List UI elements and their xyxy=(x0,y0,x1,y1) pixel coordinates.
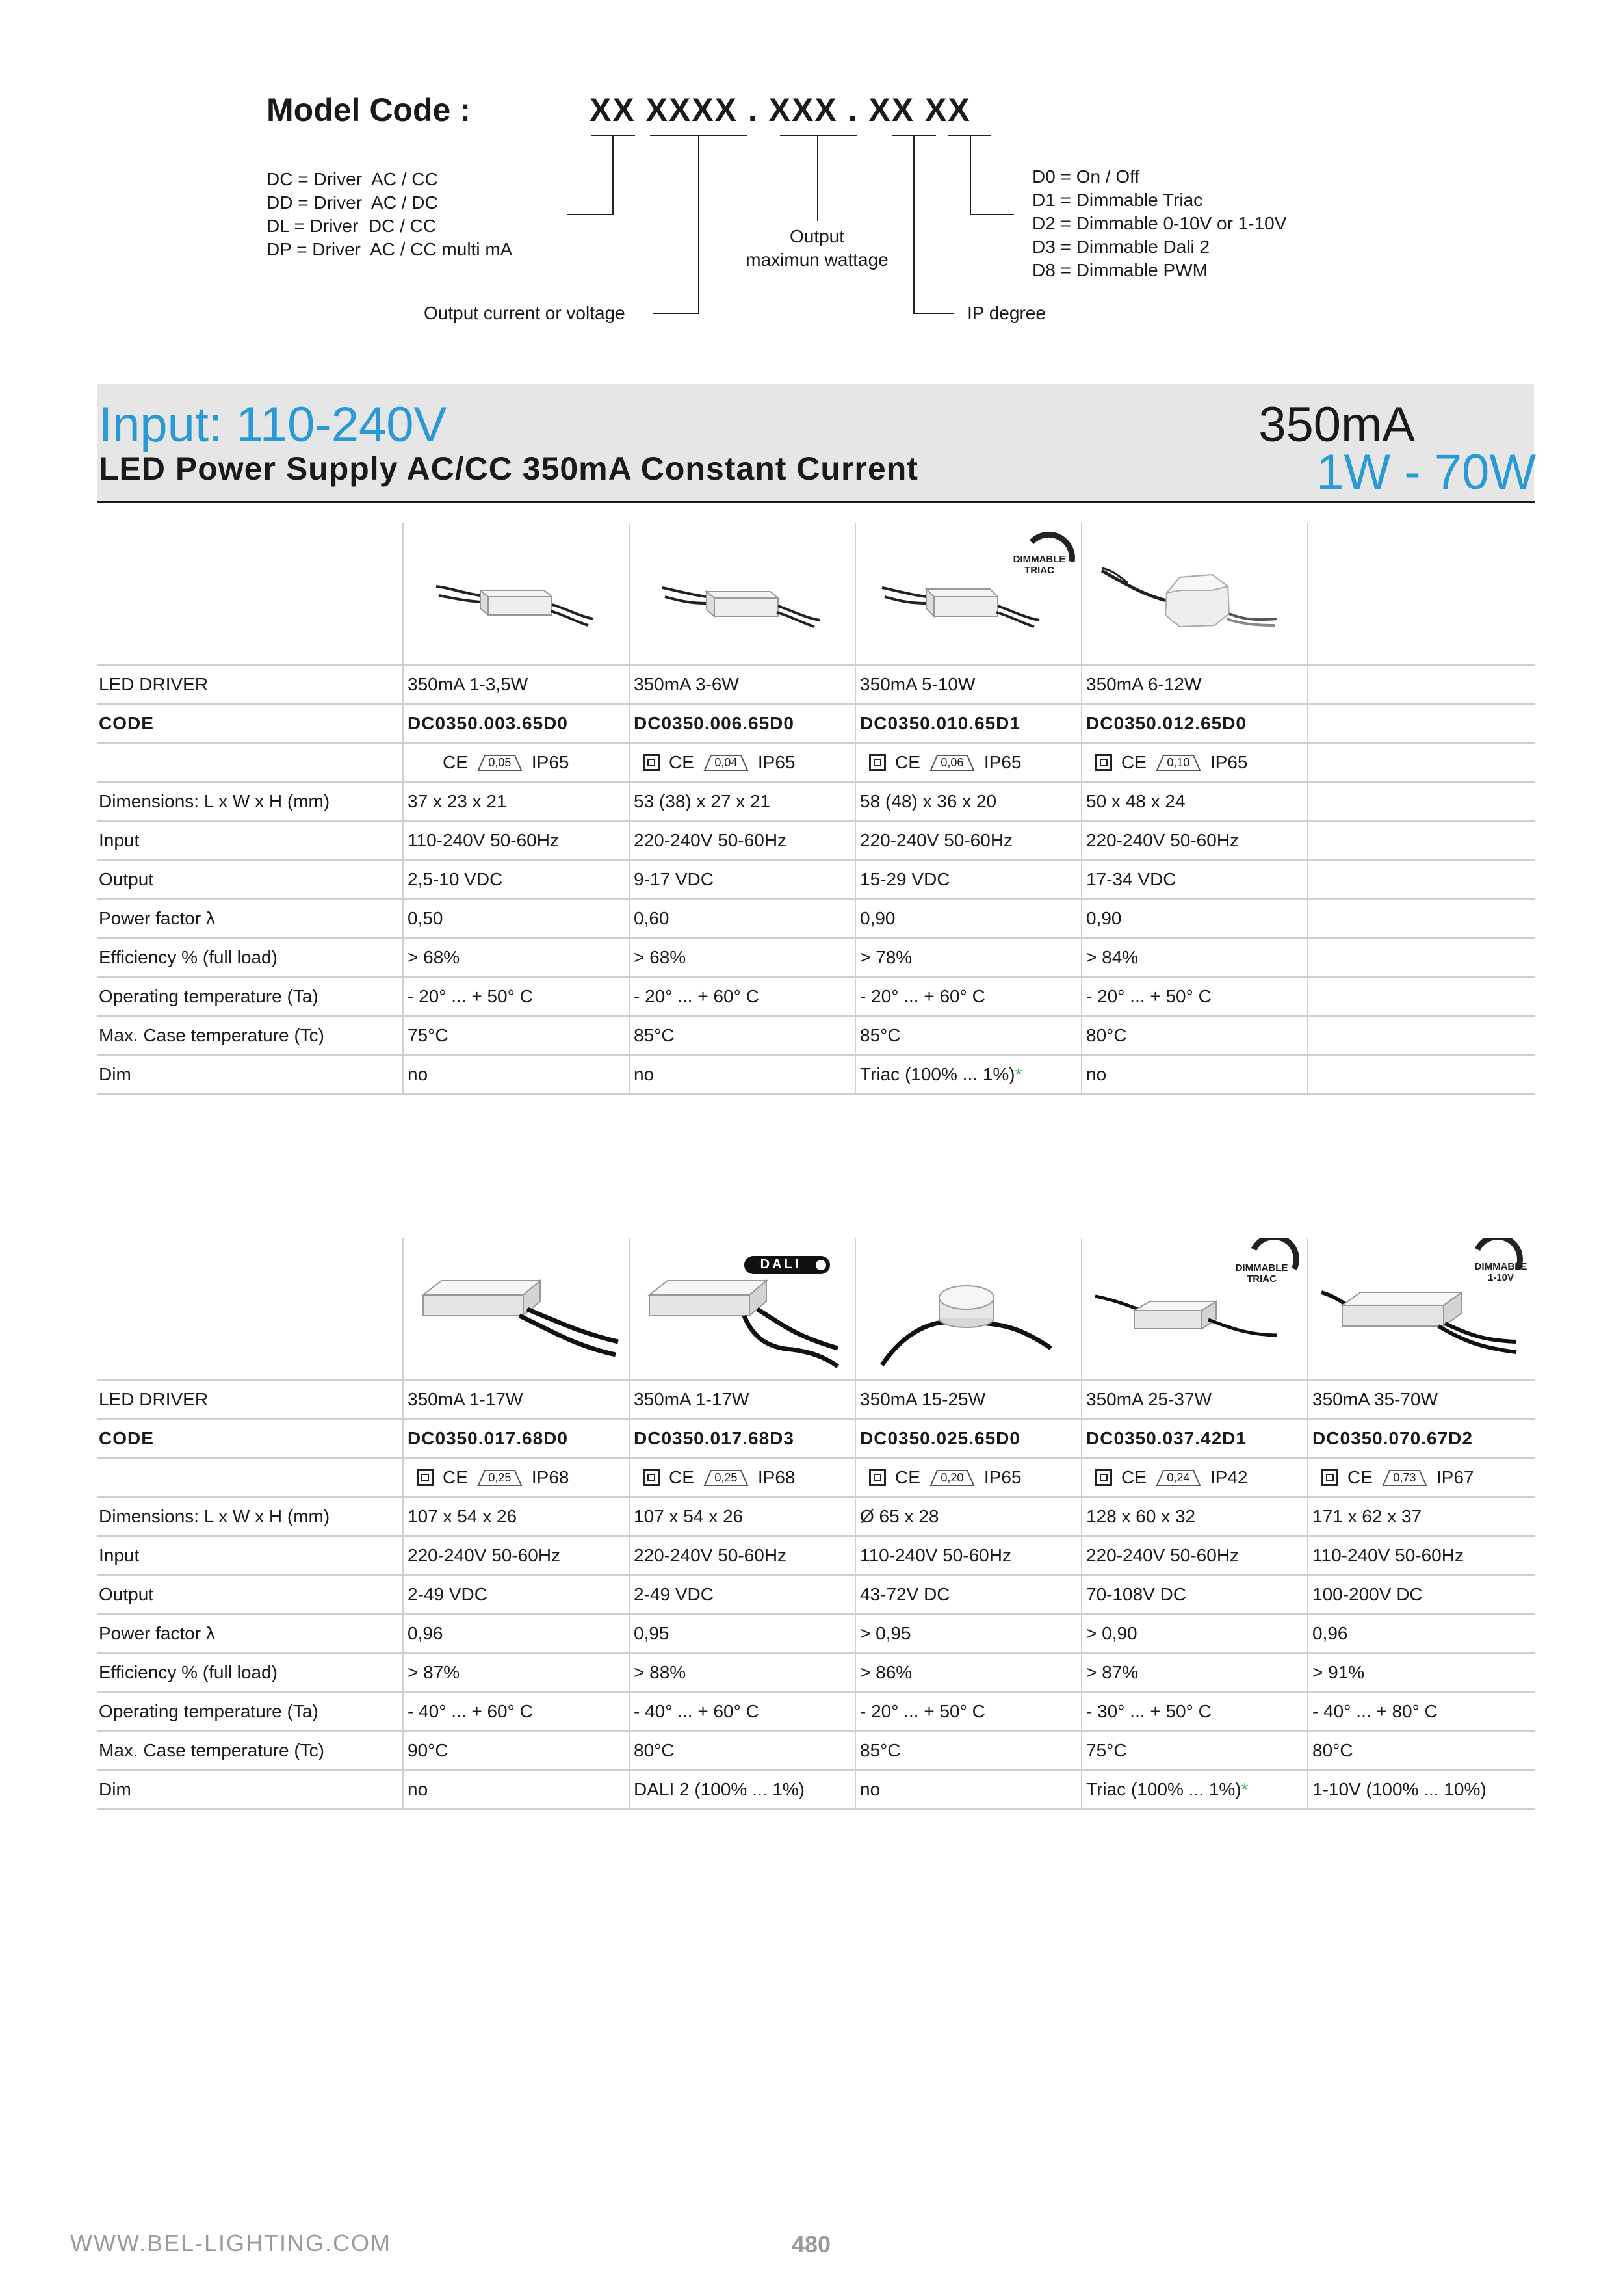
spec-cell: 350mA 1-17W xyxy=(629,1380,855,1419)
spec-cell: 220-240V 50-60Hz xyxy=(855,821,1082,860)
product-image xyxy=(1082,1238,1308,1380)
spec-cell xyxy=(1308,860,1535,899)
cert-cell xyxy=(1308,743,1535,782)
spec-cell: Ø 65 x 28 xyxy=(855,1497,1082,1536)
ce-mark: CE xyxy=(443,1467,468,1487)
product-code: DC0350.010.65D1 xyxy=(855,704,1082,743)
row-label: Input xyxy=(97,1536,403,1575)
spec-cell: 128 x 60 x 32 xyxy=(1082,1497,1308,1536)
spec-cell: 75°C xyxy=(1082,1731,1308,1770)
product-code xyxy=(1308,704,1535,743)
product-code: DC0350.025.65D0 xyxy=(855,1419,1082,1458)
product-code: DC0350.017.68D0 xyxy=(403,1419,629,1458)
row-label xyxy=(97,1458,403,1497)
ce-mark: CE xyxy=(669,752,694,772)
spec-table-1 xyxy=(97,523,1535,1095)
spec-cell: 53 (38) x 27 x 21 xyxy=(629,782,855,821)
spec-cell: 85°C xyxy=(855,1731,1082,1770)
image-row-label xyxy=(97,1238,403,1380)
spec-cell: 110-240V 50-60Hz xyxy=(403,821,629,860)
class-ii-icon xyxy=(417,1469,434,1486)
spec-cell: 85°C xyxy=(629,1016,855,1055)
spec-cell: 220-240V 50-60Hz xyxy=(1082,821,1308,860)
weight-value: 0,10 xyxy=(1167,756,1190,769)
power-range: 1W - 70W xyxy=(1316,445,1536,500)
footer-website: WWW.BEL-LIGHTING.COM xyxy=(70,2230,391,2256)
spec-cell: no xyxy=(403,1770,629,1809)
weight-value: 0,24 xyxy=(1167,1471,1190,1484)
class-ii-icon xyxy=(1095,1469,1112,1486)
cert-cell xyxy=(629,1458,855,1497)
weight-icon xyxy=(929,1468,975,1487)
row-label: Dim xyxy=(97,1770,403,1809)
ip-rating: IP65 xyxy=(983,1467,1022,1487)
product-code: DC0350.017.68D3 xyxy=(629,1419,855,1458)
row-label: CODE xyxy=(97,704,403,743)
row-label: Output xyxy=(97,1575,403,1614)
dimmable-1-10v-badge: DIMMABLE 1-10V xyxy=(1474,1261,1527,1283)
spec-cell: 58 (48) x 36 x 20 xyxy=(855,782,1082,821)
spec-table-2 xyxy=(97,1238,1535,1810)
row-label: Max. Case temperature (Tc) xyxy=(97,1016,403,1055)
spec-cell: 350mA 5-10W xyxy=(855,665,1082,704)
spec-cell: 70-108V DC xyxy=(1082,1575,1308,1614)
image-row-label xyxy=(97,523,403,665)
spec-cell: 0,90 xyxy=(1082,899,1308,938)
weight-icon xyxy=(1156,1468,1201,1487)
ce-mark: CE xyxy=(443,752,468,772)
header-rule xyxy=(97,501,1535,503)
row-label: Max. Case temperature (Tc) xyxy=(97,1731,403,1770)
cert-cell xyxy=(403,1458,629,1497)
spec-cell: > 86% xyxy=(855,1653,1082,1692)
spec-cell: 85°C xyxy=(855,1016,1082,1055)
dali-badge: DALI xyxy=(760,1257,801,1272)
spec-cell: 220-240V 50-60Hz xyxy=(629,821,855,860)
spec-cell: 43-72V DC xyxy=(855,1575,1082,1614)
cert-cell xyxy=(1308,1458,1535,1497)
ce-mark: CE xyxy=(669,1467,694,1487)
row-label: LED DRIVER xyxy=(97,1380,403,1419)
spec-cell: 107 x 54 x 26 xyxy=(629,1497,855,1536)
spec-cell: 350mA 3-6W xyxy=(629,665,855,704)
spec-cell: 80°C xyxy=(629,1731,855,1770)
spec-cell: 350mA 1-3,5W xyxy=(403,665,629,704)
spec-cell: - 30° ... + 50° C xyxy=(1082,1692,1308,1731)
row-label: Operating temperature (Ta) xyxy=(97,1692,403,1731)
spec-cell: 2-49 VDC xyxy=(403,1575,629,1614)
spec-cell: 0,95 xyxy=(629,1614,855,1653)
weight-icon xyxy=(703,753,749,772)
footnote-marker: * xyxy=(1241,1779,1249,1799)
weight-value: 0,05 xyxy=(488,756,512,769)
spec-cell: > 87% xyxy=(1082,1653,1308,1692)
product-image xyxy=(403,523,629,665)
footnote-marker: * xyxy=(1015,1064,1022,1084)
cert-cell xyxy=(403,743,629,782)
spec-cell: 2,5-10 VDC xyxy=(403,860,629,899)
product-image xyxy=(855,1238,1082,1380)
spec-cell: > 68% xyxy=(629,938,855,977)
spec-cell: 75°C xyxy=(403,1016,629,1055)
spec-cell: 50 x 48 x 24 xyxy=(1082,782,1308,821)
row-label: Efficiency % (full load) xyxy=(97,938,403,977)
output-wattage-legend: Output maximun wattage xyxy=(746,226,889,270)
spec-cell xyxy=(1308,977,1535,1016)
product-image xyxy=(629,1238,855,1380)
spec-cell: 2-49 VDC xyxy=(629,1575,855,1614)
spec-cell: 0,50 xyxy=(403,899,629,938)
spec-cell: 80°C xyxy=(1308,1731,1535,1770)
spec-cell: 350mA 1-17W xyxy=(403,1380,629,1419)
driver-image-5 xyxy=(404,1238,629,1379)
spec-cell: 107 x 54 x 26 xyxy=(403,1497,629,1536)
spec-cell: 220-240V 50-60Hz xyxy=(629,1536,855,1575)
product-image xyxy=(1308,1238,1535,1380)
spec-cell: 1-10V (100% ... 10%) xyxy=(1308,1770,1535,1809)
spec-cell: 350mA 25-37W xyxy=(1082,1380,1308,1419)
product-image xyxy=(403,1238,629,1380)
spec-cell xyxy=(1308,899,1535,938)
spec-cell: 220-240V 50-60Hz xyxy=(403,1536,629,1575)
spec-cell: > 84% xyxy=(1082,938,1308,977)
row-label: CODE xyxy=(97,1419,403,1458)
spec-cell: - 40° ... + 60° C xyxy=(403,1692,629,1731)
weight-icon xyxy=(477,753,523,772)
ce-mark: CE xyxy=(1347,1467,1373,1487)
spec-cell: 350mA 35-70W xyxy=(1308,1380,1535,1419)
dimmable-triac-badge: DIMMABLE TRIAC xyxy=(1013,554,1066,576)
row-label: Dimensions: L x W x H (mm) xyxy=(97,782,403,821)
current-rating: 350mA xyxy=(1258,397,1415,452)
spec-cell xyxy=(1308,1016,1535,1055)
driver-image-9 xyxy=(1308,1238,1535,1379)
ip-rating: IP65 xyxy=(983,752,1022,772)
row-label: Dimensions: L x W x H (mm) xyxy=(97,1497,403,1536)
spec-cell: no xyxy=(855,1770,1082,1809)
product-code: DC0350.070.67D2 xyxy=(1308,1419,1535,1458)
weight-value: 0,73 xyxy=(1393,1471,1416,1484)
spec-cell: > 78% xyxy=(855,938,1082,977)
ip-rating: IP65 xyxy=(1210,752,1248,772)
product-image xyxy=(1082,523,1308,665)
spec-cell: 220-240V 50-60Hz xyxy=(1082,1536,1308,1575)
spec-cell: no xyxy=(403,1055,629,1094)
row-label: Dim xyxy=(97,1055,403,1094)
cert-cell xyxy=(629,743,855,782)
spec-cell: no xyxy=(1082,1055,1308,1094)
ce-mark: CE xyxy=(895,752,920,772)
model-code-connectors xyxy=(0,0,1623,338)
driver-type-legend: DC = Driver AC / CC DD = Driver AC / DC DL = Driver DC / CC DP = Driver AC / CC multi mA xyxy=(266,169,513,259)
spec-cell: 0,96 xyxy=(1308,1614,1535,1653)
spec-cell: - 20° ... + 50° C xyxy=(403,977,629,1016)
output-current-legend: Output current or voltage xyxy=(424,303,625,323)
spec-cell: - 40° ... + 80° C xyxy=(1308,1692,1535,1731)
spec-cell: - 40° ... + 60° C xyxy=(629,1692,855,1731)
page-number: 480 xyxy=(792,2231,831,2258)
ce-mark: CE xyxy=(1121,752,1147,772)
cert-cell xyxy=(1082,743,1308,782)
empty-image-cell xyxy=(1308,523,1535,665)
ip-degree-legend: IP degree xyxy=(967,303,1046,323)
class-ii-icon xyxy=(869,754,886,771)
spec-cell: 110-240V 50-60Hz xyxy=(1308,1536,1535,1575)
product-image xyxy=(629,523,855,665)
cert-cell xyxy=(1082,1458,1308,1497)
row-label: Output xyxy=(97,860,403,899)
product-code: DC0350.012.65D0 xyxy=(1082,704,1308,743)
weight-value: 0,06 xyxy=(941,756,964,769)
spec-cell: 350mA 6-12W xyxy=(1082,665,1308,704)
driver-image-3 xyxy=(856,523,1081,664)
dimmable-triac-badge: DIMMABLE TRIAC xyxy=(1235,1262,1288,1285)
weight-value: 0,20 xyxy=(941,1471,964,1484)
driver-image-2 xyxy=(630,523,855,664)
spec-cell xyxy=(1308,665,1535,704)
spec-cell: > 68% xyxy=(403,938,629,977)
weight-icon xyxy=(929,753,975,772)
ip-rating: IP67 xyxy=(1436,1467,1474,1487)
spec-cell: > 91% xyxy=(1308,1653,1535,1692)
spec-cell: 110-240V 50-60Hz xyxy=(855,1536,1082,1575)
spec-cell: > 87% xyxy=(403,1653,629,1692)
model-code-title: Model Code : xyxy=(266,92,471,128)
row-label: Input xyxy=(97,821,403,860)
row-label: Power factor λ xyxy=(97,1614,403,1653)
class-ii-icon xyxy=(643,1469,660,1486)
spec-cell: 37 x 23 x 21 xyxy=(403,782,629,821)
driver-image-7 xyxy=(856,1238,1081,1379)
cert-cell xyxy=(855,743,1082,782)
dim-type-legend: D0 = On / Off D1 = Dimmable Triac D2 = Dimmable 0-10V or 1-10V D3 = Dimmable Dali 2 D8 = Dimmable PWM xyxy=(1032,166,1287,280)
spec-cell: 171 x 62 x 37 xyxy=(1308,1497,1535,1536)
spec-cell: Triac (100% ... 1%)* xyxy=(855,1055,1082,1094)
spec-cell: 90°C xyxy=(403,1731,629,1770)
spec-cell: - 20° ... + 50° C xyxy=(1082,977,1308,1016)
weight-value: 0,25 xyxy=(488,1471,512,1484)
product-code: DC0350.003.65D0 xyxy=(403,704,629,743)
driver-image-4 xyxy=(1082,523,1307,664)
spec-cell: 80°C xyxy=(1082,1016,1308,1055)
class-ii-icon xyxy=(643,754,660,771)
class-ii-icon xyxy=(1321,1469,1338,1486)
ip-rating: IP68 xyxy=(531,1467,569,1487)
spec-cell: > 0,95 xyxy=(855,1614,1082,1653)
spec-cell: DALI 2 (100% ... 1%) xyxy=(629,1770,855,1809)
product-code: DC0350.037.42D1 xyxy=(1082,1419,1308,1458)
spec-cell xyxy=(1308,821,1535,860)
spec-cell xyxy=(1308,938,1535,977)
ip-rating: IP65 xyxy=(757,752,796,772)
spec-cell: 0,96 xyxy=(403,1614,629,1653)
spec-cell: - 20° ... + 50° C xyxy=(855,1692,1082,1731)
weight-value: 0,25 xyxy=(714,1471,738,1484)
row-label xyxy=(97,743,403,782)
model-code-pattern: XX XXXX . XXX . XX XX xyxy=(590,92,971,128)
input-voltage-title: Input: 110-240V xyxy=(99,397,447,452)
spec-cell: 350mA 15-25W xyxy=(855,1380,1082,1419)
row-label: Operating temperature (Ta) xyxy=(97,977,403,1016)
spec-cell xyxy=(1308,1055,1535,1094)
spec-cell: 100-200V DC xyxy=(1308,1575,1535,1614)
spec-cell: 0,90 xyxy=(855,899,1082,938)
ce-mark: CE xyxy=(895,1467,920,1487)
row-label: Efficiency % (full load) xyxy=(97,1653,403,1692)
spec-cell: > 88% xyxy=(629,1653,855,1692)
spec-cell xyxy=(1308,782,1535,821)
weight-icon xyxy=(1382,1468,1427,1487)
spec-cell: no xyxy=(629,1055,855,1094)
ip-rating: IP65 xyxy=(531,752,569,772)
cert-cell xyxy=(855,1458,1082,1497)
weight-icon xyxy=(477,1468,523,1487)
spec-cell: Triac (100% ... 1%)* xyxy=(1082,1770,1308,1809)
row-label: Power factor λ xyxy=(97,899,403,938)
class-ii-icon xyxy=(1095,754,1112,771)
ip-rating: IP42 xyxy=(1210,1467,1248,1487)
weight-icon xyxy=(1156,753,1201,772)
ce-mark: CE xyxy=(1121,1467,1147,1487)
product-subtitle: LED Power Supply AC/CC 350mA Constant Current xyxy=(99,450,918,487)
spec-cell: 9-17 VDC xyxy=(629,860,855,899)
ip-rating: IP68 xyxy=(757,1467,796,1487)
spec-cell: 15-29 VDC xyxy=(855,860,1082,899)
class-ii-icon xyxy=(869,1469,886,1486)
spec-cell: 0,60 xyxy=(629,899,855,938)
spec-cell: 17-34 VDC xyxy=(1082,860,1308,899)
weight-value: 0,04 xyxy=(714,756,738,769)
weight-icon xyxy=(703,1468,749,1487)
product-code: DC0350.006.65D0 xyxy=(629,704,855,743)
spec-cell: - 20° ... + 60° C xyxy=(629,977,855,1016)
spec-cell: - 20° ... + 60° C xyxy=(855,977,1082,1016)
spec-cell: > 0,90 xyxy=(1082,1614,1308,1653)
row-label: LED DRIVER xyxy=(97,665,403,704)
driver-image-6 xyxy=(630,1238,855,1379)
product-image xyxy=(855,523,1082,665)
driver-image-1 xyxy=(404,523,629,664)
driver-image-8 xyxy=(1082,1238,1307,1379)
